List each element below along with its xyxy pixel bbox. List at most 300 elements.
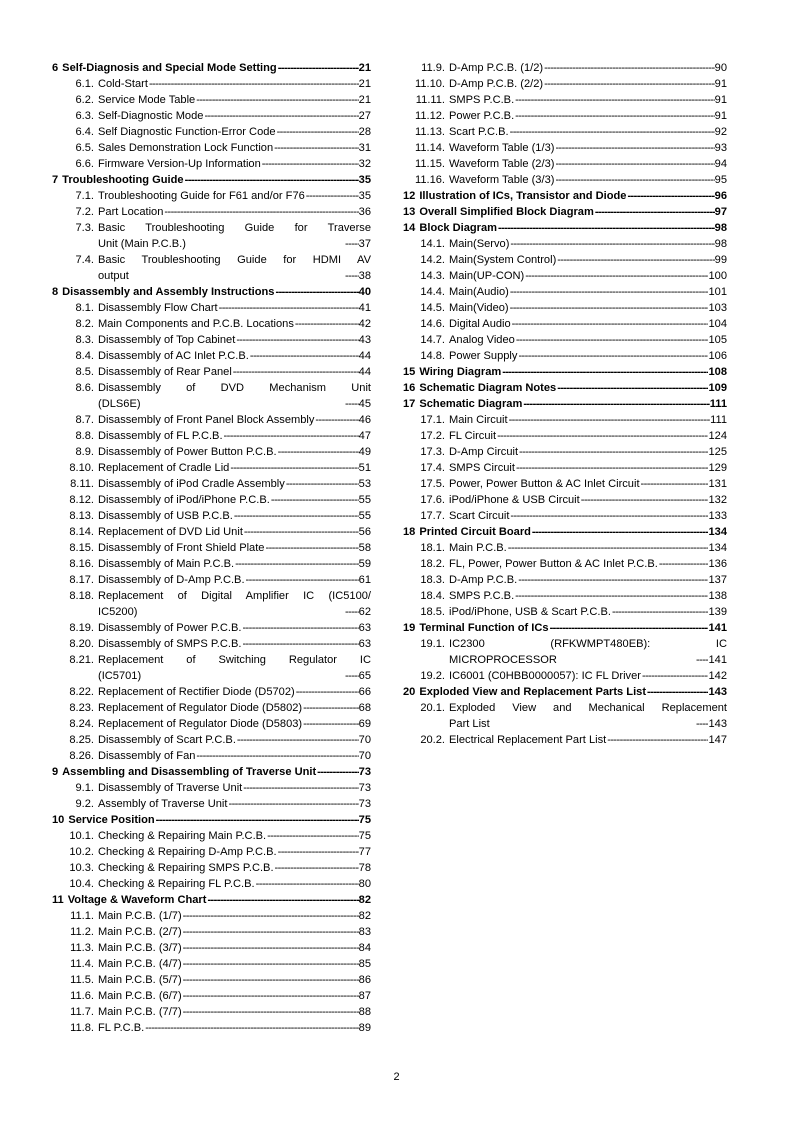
toc-entry-title: D-Amp P.C.B. (2/2) <box>449 78 544 90</box>
toc-entry-title: Replacement of DVD Lid Unit <box>98 526 243 538</box>
toc-entry-number: 9.2. <box>75 798 94 810</box>
leader-dots <box>517 572 708 588</box>
toc-entry[interactable] <box>52 700 371 716</box>
toc-entry[interactable] <box>403 732 727 748</box>
toc-entry-page: 61 <box>358 574 371 586</box>
toc-entry[interactable] <box>403 300 727 316</box>
leader-dots <box>223 428 359 444</box>
toc-entry[interactable] <box>52 412 371 428</box>
toc-entry[interactable] <box>403 540 727 556</box>
toc-entry-number: 14.3. <box>420 270 445 282</box>
toc-entry[interactable] <box>52 588 371 620</box>
toc-entry[interactable] <box>52 252 371 284</box>
toc-entry[interactable] <box>52 204 371 220</box>
toc-entry-title: Overall Simplified Block Diagram <box>419 206 594 218</box>
toc-entry-title: Troubleshooting Guide for F61 and/or F76 <box>98 190 305 202</box>
toc-entry[interactable] <box>52 652 371 684</box>
toc-entry-title: Scart Circuit <box>449 510 510 522</box>
toc-entry-title: Disassembly of D-Amp P.C.B. <box>98 574 245 586</box>
toc-entry-line2 <box>98 236 371 252</box>
toc-entry-title: Self-Diagnostic Mode <box>98 110 204 122</box>
toc-entry-title: Checking & Repairing FL P.C.B. <box>98 878 255 890</box>
toc-entry-title: Disassembly of Main P.C.B. <box>98 558 235 570</box>
toc-entry-number: 14.6. <box>420 318 445 330</box>
toc-entry-number: 20.2. <box>420 734 445 746</box>
toc-entry[interactable] <box>403 668 727 684</box>
toc-entry[interactable] <box>52 924 371 940</box>
toc-entry-page: 69 <box>358 718 371 730</box>
toc-entry-page: 108 <box>708 366 727 378</box>
toc-entry-title: Printed Circuit Board <box>419 526 531 538</box>
toc-entry-number: 14 <box>403 222 416 234</box>
toc-chapter-entry[interactable] <box>403 396 727 412</box>
toc-entry[interactable] <box>52 76 371 92</box>
toc-entry[interactable] <box>52 508 371 524</box>
toc-entry-page: 35 <box>358 190 371 202</box>
toc-entry[interactable] <box>403 604 727 620</box>
toc-entry[interactable] <box>403 476 727 492</box>
toc-entry-number: 11.13. <box>414 126 445 138</box>
toc-entry[interactable] <box>52 188 371 204</box>
toc-entry-page: 49 <box>358 446 371 458</box>
toc-entry-page: 134 <box>708 526 727 538</box>
toc-entry-page: 87 <box>358 990 371 1002</box>
leader-dots <box>241 636 358 652</box>
toc-entry-title: Disassembly of Power Button P.C.B. <box>98 446 277 458</box>
toc-entry-page: 132 <box>708 494 727 506</box>
toc-entry-number: 18 <box>403 526 416 538</box>
toc-entry-page: 82 <box>358 894 371 906</box>
toc-entry[interactable] <box>52 316 371 332</box>
toc-entry-page: 41 <box>358 302 371 314</box>
toc-entry[interactable] <box>52 908 371 924</box>
toc-entry-number: 8.5. <box>75 366 94 378</box>
leader-dots <box>640 476 709 492</box>
toc-entry-page: 80 <box>358 878 371 890</box>
toc-entry-page: 82 <box>358 910 371 922</box>
toc-entry-number: 8.11. <box>70 478 94 490</box>
toc-entry[interactable] <box>403 76 727 92</box>
toc-entry-number: 17.7. <box>420 510 445 522</box>
toc-entry-number: 8.7. <box>75 414 94 426</box>
toc-entry-title: Disassembly of FL P.C.B. <box>98 430 223 442</box>
toc-entry[interactable] <box>403 156 727 172</box>
toc-chapter-entry[interactable] <box>403 620 727 636</box>
leader-dots <box>344 604 359 620</box>
leader-dots <box>241 620 358 636</box>
toc-entry-number: 19.1. <box>420 638 445 650</box>
toc-entry[interactable] <box>403 428 727 444</box>
toc-entry[interactable] <box>52 1020 371 1036</box>
toc-entry-page: 68 <box>358 702 371 714</box>
toc-entry-page: 77 <box>358 846 371 858</box>
leader-dots <box>182 988 359 1004</box>
toc-entry[interactable] <box>403 252 727 268</box>
toc-entry[interactable] <box>52 108 371 124</box>
toc-entry[interactable] <box>52 140 371 156</box>
toc-entry-page: 105 <box>708 334 727 346</box>
toc-entry-body <box>449 700 727 732</box>
toc-entry-page: 59 <box>358 558 371 570</box>
toc-chapter-entry[interactable] <box>52 172 371 188</box>
toc-entry[interactable] <box>52 300 371 316</box>
toc-chapter-entry[interactable] <box>403 364 727 380</box>
toc-entry-page: 21 <box>358 62 371 74</box>
toc-entry-page: 91 <box>714 94 727 106</box>
toc-entry-title: iPod/iPhone & USB Circuit <box>449 494 580 506</box>
toc-entry-number: 14.5. <box>420 302 445 314</box>
toc-entry[interactable] <box>52 460 371 476</box>
toc-entry-title: Main(UP-CON) <box>449 270 525 282</box>
toc-entry[interactable] <box>52 220 371 252</box>
toc-entry-number: 8.19. <box>69 622 94 634</box>
toc-chapter-entry[interactable] <box>403 188 727 204</box>
toc-entry[interactable] <box>52 636 371 652</box>
toc-entry[interactable] <box>403 236 727 252</box>
toc-entry-number: 11.1. <box>70 910 94 922</box>
toc-entry-page: 99 <box>714 254 727 266</box>
toc-entry[interactable] <box>52 844 371 860</box>
leader-dots <box>266 828 359 844</box>
toc-entry[interactable] <box>52 716 371 732</box>
toc-entry-number: 17.1. <box>420 414 445 426</box>
toc-chapter-entry[interactable] <box>403 220 727 236</box>
toc-entry-number: 8.1. <box>75 302 94 314</box>
toc-entry-number: 8.24. <box>69 718 94 730</box>
toc-entry-body <box>98 220 371 252</box>
leader-dots <box>249 348 359 364</box>
toc-entry[interactable] <box>52 556 371 572</box>
toc-entry-page: 143 <box>708 718 727 730</box>
toc-entry-page: 138 <box>708 590 727 602</box>
leader-dots <box>182 956 359 972</box>
toc-entry[interactable] <box>52 124 371 140</box>
toc-entry[interactable] <box>403 444 727 460</box>
toc-entry[interactable] <box>52 828 371 844</box>
toc-entry-body <box>98 380 371 412</box>
toc-entry-number: 9 <box>52 766 59 778</box>
toc-entry-title: Power Supply <box>449 350 518 362</box>
toc-entry-title: Disassembly of iPod/iPhone P.C.B. <box>98 494 270 506</box>
toc-entry-line2 <box>98 668 371 684</box>
toc-entry-page: 94 <box>714 158 727 170</box>
toc-entry-title: Service Position <box>68 814 155 826</box>
toc-entry[interactable] <box>403 508 727 524</box>
toc-entry-page: 91 <box>714 110 727 122</box>
toc-entry[interactable] <box>403 60 727 76</box>
leader-dots <box>270 492 359 508</box>
toc-entry[interactable] <box>403 700 727 732</box>
leader-dots <box>302 700 359 716</box>
toc-entry-number: 7.1. <box>75 190 94 202</box>
leader-dots <box>509 124 715 140</box>
toc-entry[interactable] <box>403 636 727 668</box>
toc-entry-title: Disassembly of Scart P.C.B. <box>98 734 236 746</box>
toc-entry-page: 134 <box>708 542 727 554</box>
toc-entry[interactable] <box>52 380 371 412</box>
toc-entry-number: 20 <box>403 686 416 698</box>
toc-entry-title: Disassembly of Fan <box>98 750 196 762</box>
toc-entry-number: 8.15. <box>69 542 94 554</box>
toc-entry-title: Illustration of ICs, Transistor and Diode <box>419 190 627 202</box>
toc-entry[interactable] <box>403 412 727 428</box>
toc-entry-title: Self Diagnostic Function-Error Code <box>98 126 276 138</box>
toc-entry-page: 98 <box>714 222 727 234</box>
toc-entry-title: Checking & Repairing Main P.C.B. <box>98 830 267 842</box>
toc-entry[interactable] <box>403 108 727 124</box>
toc-entry-number: 18.1. <box>420 542 445 554</box>
leader-dots <box>543 60 715 76</box>
leader-dots <box>155 812 359 828</box>
leader-dots <box>344 236 359 252</box>
leader-dots <box>182 940 359 956</box>
toc-chapter-entry[interactable] <box>403 524 727 540</box>
leader-dots <box>245 572 359 588</box>
toc-entry-title: FL P.C.B. <box>98 1022 145 1034</box>
toc-entry-title: Main P.C.B. (5/7) <box>98 974 182 986</box>
toc-entry-title: Disassembly of Traverse Unit <box>98 782 243 794</box>
toc-entry-title: Basic Troubleshooting Guide for Traverse <box>98 222 371 234</box>
toc-entry-number: 6.5. <box>75 142 94 154</box>
leader-dots <box>182 908 359 924</box>
toc-entry-title-cont: IC5200) <box>98 606 138 618</box>
toc-entry-title: iPod/iPhone, USB & Scart P.C.B. <box>449 606 611 618</box>
toc-chapter-entry[interactable] <box>52 812 371 828</box>
toc-chapter-entry[interactable] <box>52 60 371 76</box>
leader-dots <box>182 972 359 988</box>
toc-entry[interactable] <box>52 940 371 956</box>
toc-entry-page: 97 <box>714 206 727 218</box>
toc-entry-title-cont: output <box>98 270 129 282</box>
leader-dots <box>531 524 709 540</box>
toc-entry-body <box>98 652 371 684</box>
toc-entry-number: 20.1. <box>420 702 445 714</box>
toc-entry-title: Service Mode Table <box>98 94 196 106</box>
toc-entry-number: 12 <box>403 190 416 202</box>
leader-dots <box>274 284 358 300</box>
toc-entry-title: FL, Power, Power Button & AC Inlet P.C.B. <box>449 558 658 570</box>
leader-dots <box>232 364 359 380</box>
toc-entry-page: 106 <box>708 350 727 362</box>
toc-entry[interactable] <box>52 364 371 380</box>
toc-chapter-entry[interactable] <box>52 284 371 300</box>
leader-dots <box>182 1004 359 1020</box>
toc-chapter-entry[interactable] <box>52 764 371 780</box>
toc-entry[interactable] <box>52 92 371 108</box>
toc-entry-page: 111 <box>710 414 727 426</box>
toc-entry-title: Disassembly of USB P.C.B. <box>98 510 233 522</box>
toc-entry[interactable] <box>52 428 371 444</box>
toc-entry[interactable] <box>52 620 371 636</box>
toc-entry[interactable] <box>52 860 371 876</box>
toc-entry-page: 55 <box>358 494 371 506</box>
toc-entry-page: 62 <box>358 606 371 618</box>
toc-entry-number: 9.1. <box>75 782 94 794</box>
toc-entry-title: Main Components and P.C.B. Locations <box>98 318 294 330</box>
toc-entry-title: Checking & Repairing SMPS P.C.B. <box>98 862 274 874</box>
toc-entry-number: 8.8. <box>75 430 94 442</box>
leader-dots <box>295 684 359 700</box>
toc-entry[interactable] <box>52 540 371 556</box>
toc-entry-number: 8.12. <box>69 494 94 506</box>
toc-chapter-entry[interactable] <box>52 892 371 908</box>
toc-entry-body <box>98 588 371 620</box>
leader-dots <box>344 668 359 684</box>
toc-entry[interactable] <box>403 572 727 588</box>
toc-entry-page: 46 <box>358 414 371 426</box>
toc-entry-title: Main(Video) <box>449 302 509 314</box>
toc-entry[interactable] <box>52 332 371 348</box>
toc-entry-number: 11.4. <box>70 958 94 970</box>
toc-entry-title: Main(System Control) <box>449 254 557 266</box>
toc-entry[interactable] <box>52 988 371 1004</box>
toc-entry-number: 11.16. <box>414 174 445 186</box>
leader-dots <box>273 140 359 156</box>
toc-entry-title: Main P.C.B. (7/7) <box>98 1006 182 1018</box>
toc-entry[interactable] <box>403 124 727 140</box>
toc-entry-page: 103 <box>708 302 727 314</box>
leader-dots <box>501 364 708 380</box>
leader-dots <box>229 460 358 476</box>
leader-dots <box>543 76 715 92</box>
toc-entry-body <box>449 636 727 668</box>
toc-entry[interactable] <box>52 348 371 364</box>
toc-entry-page: 63 <box>358 638 371 650</box>
toc-entry-title: Replacement of Rectifier Diode (D5702) <box>98 686 295 698</box>
toc-entry-number: 10 <box>52 814 65 826</box>
toc-entry-page: 21 <box>358 78 371 90</box>
toc-entry[interactable] <box>403 284 727 300</box>
toc-entry-title: Replacement of Switching Regulator IC <box>98 654 371 666</box>
toc-entry-number: 8.20. <box>69 638 94 650</box>
leader-dots <box>234 556 359 572</box>
leader-dots <box>203 108 358 124</box>
leader-dots <box>255 876 359 892</box>
toc-entry-page: 89 <box>358 1022 371 1034</box>
toc-entry-title: Disassembly of Power P.C.B. <box>98 622 242 634</box>
toc-chapter-entry[interactable] <box>403 380 727 396</box>
toc-entry[interactable] <box>403 556 727 572</box>
toc-entry-title: SMPS P.C.B. <box>449 94 515 106</box>
leader-dots <box>611 604 709 620</box>
toc-entry[interactable] <box>52 748 371 764</box>
toc-entry[interactable] <box>52 572 371 588</box>
toc-entry[interactable] <box>52 796 371 812</box>
toc-entry-title: FL Circuit <box>449 430 497 442</box>
toc-entry-body <box>98 252 371 284</box>
toc-entry-page: 73 <box>358 766 371 778</box>
toc-chapter-entry[interactable] <box>403 684 727 700</box>
leader-dots <box>344 268 359 284</box>
leader-dots <box>235 332 358 348</box>
toc-entry[interactable] <box>403 140 727 156</box>
toc-entry-page: 31 <box>358 142 371 154</box>
toc-entry[interactable] <box>403 460 727 476</box>
toc-entry[interactable] <box>403 492 727 508</box>
toc-entry-page: 44 <box>358 350 371 362</box>
toc-entry-number: 11.7. <box>70 1006 94 1018</box>
leader-dots <box>261 156 359 172</box>
toc-entry[interactable] <box>52 972 371 988</box>
toc-entry-number: 17.4. <box>420 462 445 474</box>
toc-entry-number: 8.18. <box>69 590 94 602</box>
toc-entry[interactable] <box>52 956 371 972</box>
toc-entry[interactable] <box>52 444 371 460</box>
toc-entry-number: 11.9. <box>421 62 445 74</box>
toc-entry[interactable] <box>403 316 727 332</box>
toc-entry-page: 141 <box>708 622 727 634</box>
toc-entry-title: Waveform Table (2/3) <box>449 158 555 170</box>
leader-dots <box>515 460 709 476</box>
leader-dots <box>641 668 709 684</box>
leader-dots <box>184 172 359 188</box>
toc-entry-title: Replacement of Digital Amplifier IC (IC5100/ <box>98 590 371 602</box>
toc-chapter-entry[interactable] <box>403 204 727 220</box>
toc-entry-title: D-Amp P.C.B. <box>449 574 518 586</box>
toc-entry-title: Main Circuit <box>449 414 508 426</box>
toc-entry-number: 10.3. <box>69 862 94 874</box>
toc-entry[interactable] <box>52 1004 371 1020</box>
toc-entry-title: Troubleshooting Guide <box>62 174 184 186</box>
toc-entry-title: Self-Diagnosis and Special Mode Setting <box>62 62 277 74</box>
toc-entry-number: 6 <box>52 62 59 74</box>
toc-entry-title: Main P.C.B. (6/7) <box>98 990 182 1002</box>
toc-entry-title: Disassembly of Rear Panel <box>98 366 232 378</box>
toc-entry-number: 17.6. <box>420 494 445 506</box>
toc-entry[interactable] <box>52 524 371 540</box>
toc-entry-number: 7.3. <box>75 222 94 234</box>
toc-entry-title: IC6001 (C0HBB0000057): IC FL Driver <box>449 670 641 682</box>
toc-entry[interactable] <box>52 780 371 796</box>
toc-entry[interactable] <box>52 876 371 892</box>
toc-entry-page: 53 <box>358 478 371 490</box>
leader-dots <box>243 524 359 540</box>
toc-entry[interactable] <box>52 476 371 492</box>
leader-dots <box>148 76 359 92</box>
toc-entry[interactable] <box>52 684 371 700</box>
toc-entry[interactable] <box>52 156 371 172</box>
toc-entry[interactable] <box>403 348 727 364</box>
toc-entry-title: D-Amp P.C.B. (1/2) <box>449 62 544 74</box>
toc-entry-number: 10.1. <box>69 830 94 842</box>
toc-entry[interactable] <box>403 268 727 284</box>
toc-entry-title: Replacement of Cradle Lid <box>98 462 230 474</box>
toc-entry-page: 27 <box>358 110 371 122</box>
toc-entry-number: 14.8. <box>420 350 445 362</box>
toc-entry-page: 73 <box>358 798 371 810</box>
toc-entry-page: 124 <box>708 430 727 442</box>
toc-entry-page: 104 <box>708 318 727 330</box>
toc-entry[interactable] <box>403 332 727 348</box>
toc-entry-page: 98 <box>714 238 727 250</box>
toc-entry[interactable] <box>52 492 371 508</box>
toc-entry[interactable] <box>403 92 727 108</box>
toc-entry-number: 8 <box>52 286 59 298</box>
toc-entry-number: 17.3. <box>420 446 445 458</box>
leader-dots <box>195 92 358 108</box>
toc-entry-page: 125 <box>708 446 727 458</box>
toc-entry-page: 139 <box>708 606 727 618</box>
toc-entry-page: 83 <box>358 926 371 938</box>
toc-entry[interactable] <box>403 172 727 188</box>
leader-dots <box>182 924 359 940</box>
leader-dots <box>518 444 708 460</box>
toc-entry-number: 11.6. <box>70 990 94 1002</box>
toc-entry[interactable] <box>52 732 371 748</box>
leader-dots <box>695 716 708 732</box>
toc-entry[interactable] <box>403 588 727 604</box>
toc-entry-title: Wiring Diagram <box>419 366 502 378</box>
